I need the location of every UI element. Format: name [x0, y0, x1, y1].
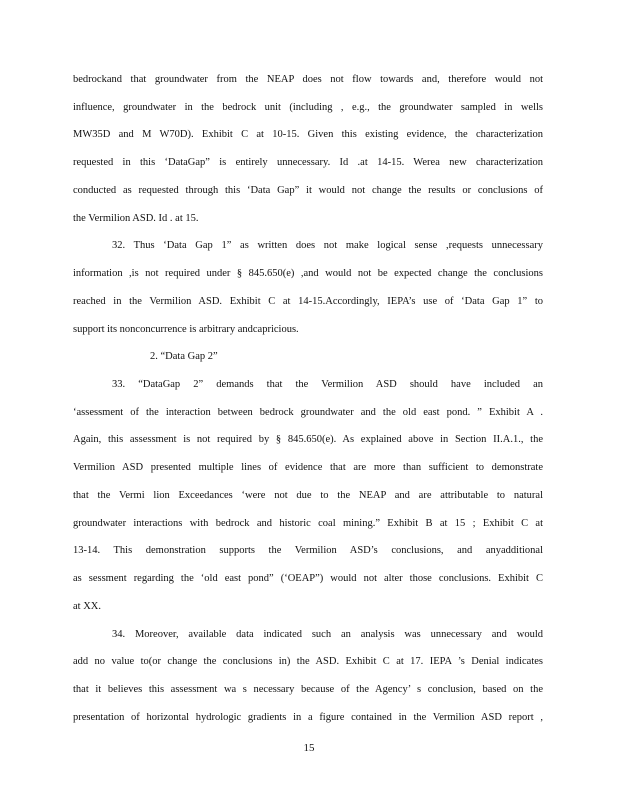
text-line-17: groundwater interactions with bedrock and historic coal mining.” Exhibit B at 15 ; Exhibit C at [73, 518, 543, 529]
paragraph-34-line-1: 34. Moreover, available data indicated such an analysis was unnecessary and would [112, 629, 543, 640]
text-line-16: that the Vermi lion Exceedances ‘were not due to the NEAP and are attributable to natural [73, 490, 543, 501]
paragraph-33-line-1: 33. “DataGap 2” demands that the Vermilion ASD should have included an [112, 379, 543, 390]
text-line-13: ‘assessment of the interaction between bedrock groundwater and the old east pond. ” Exhibit A . [73, 407, 543, 418]
text-line-2: influence, groundwater in the bedrock unit (including , e.g., the groundwater sampled in wells [73, 102, 543, 113]
section-heading-data-gap-2: 2. “Data Gap 2” [150, 351, 218, 362]
text-line-19: as sessment regarding the ‘old east pond” (‘OEAP”) would not alter those conclusions. Exhibit C [73, 573, 543, 584]
text-line-23: that it believes this assessment wa s necessary because of the Agency’ s conclusion, based on the [73, 684, 543, 695]
text-line-15: Vermilion ASD presented multiple lines of evidence that are more than sufficient to demonstrate [73, 462, 543, 473]
text-line-10: support its nonconcurrence is arbitrary andcapricious. [73, 324, 299, 335]
text-line-4: requested in this ‘DataGap” is entirely unnecessary. Id .at 14-15. Werea new characterization [73, 157, 543, 168]
text-line-24: presentation of horizontal hydrologic gradients in a figure contained in the Vermilion ASD report , [73, 712, 543, 723]
text-line-1: bedrockand that groundwater from the NEAP does not flow towards and, therefore would not [73, 74, 543, 85]
text-line-6: the Vermilion ASD. Id . at 15. [73, 213, 199, 224]
text-line-3: MW35D and M W70D). Exhibit C at 10-15. Given this existing evidence, the characterization [73, 129, 543, 140]
text-line-8: information ,is not required under § 845.650(e) ,and would not be expected change the conclusions [73, 268, 543, 279]
text-line-20: at XX. [73, 601, 101, 612]
text-line-22: add no value to(or change the conclusions in) the ASD. Exhibit C at 17. IEPA ’s Denial indicates [73, 656, 543, 667]
text-line-9: reached in the Vermilion ASD. Exhibit C at 14-15.Accordingly, IEPA’s use of ‘Data Gap 1” to [73, 296, 543, 307]
page-number: 15 [303, 742, 315, 754]
text-line-14: Again, this assessment is not required by § 845.650(e). As explained above in Section II.A.1., the [73, 434, 543, 445]
paragraph-32-line-1: 32. Thus ‘Data Gap 1” as written does not make logical sense ,requests unnecessary [112, 240, 543, 251]
text-line-5: conducted as requested through this ‘Data Gap” it would not change the results or conclusions of [73, 185, 543, 196]
text-line-18: 13-14. This demonstration supports the Vermilion ASD’s conclusions, and anyadditional [73, 545, 543, 556]
